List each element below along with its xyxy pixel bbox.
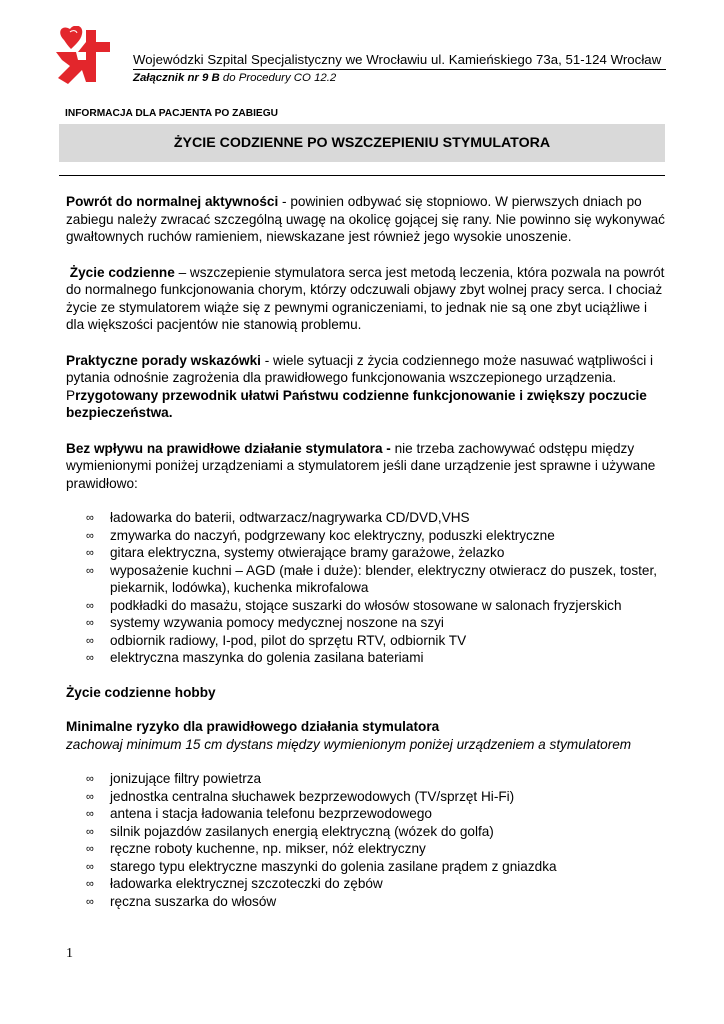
bullet-icon: ∞ — [86, 895, 94, 908]
list-item-text: jednostka centralna słuchawek bezprzewodowych (TV/sprzęt Hi-Fi) — [110, 788, 515, 804]
list-item — [86, 509, 666, 527]
list-item-text: ładowarka elektrycznej szczoteczki do zębów — [110, 876, 383, 891]
list-item-text: silnik pojazdów zasilanych energią elektryczną (wózek do golfa) — [110, 823, 494, 839]
list-item — [86, 632, 666, 650]
bullet-icon: ∞ — [86, 547, 94, 559]
bullet-icon: ∞ — [86, 529, 94, 542]
risk-heading — [66, 718, 666, 736]
section-text: nie trzeba zachowywać odstępu między wymienionymi poniżej urządzeniami a stymulatorem jeśli dane urządzenie jest sprawne i używane prawidłowo: — [66, 440, 656, 491]
risk-note — [66, 736, 666, 754]
bullet-icon: ∞ — [86, 773, 94, 785]
section-heading: Życie codzienne — [69, 264, 175, 280]
bullet-icon: ∞ — [86, 599, 94, 612]
section-return-activity — [66, 193, 666, 246]
list-item — [86, 893, 666, 911]
bullet-icon: ∞ — [86, 843, 94, 855]
section-daily-life — [66, 264, 666, 334]
list-item — [86, 527, 666, 545]
bullet-icon: ∞ — [86, 634, 94, 647]
list-item-text: wyposażenie kuchni – AGD (małe i duże): blender, elektryczny otwieracz do puszek, toster, piekarnik, lodówka), kuchenka mikrofalowa — [110, 562, 658, 595]
list-item — [86, 875, 666, 893]
list-item-text: gitara elektryczna, systemy otwierające bramy garażowe, żelazko — [110, 545, 505, 560]
list-item — [86, 805, 666, 823]
risk-note-text: zachowaj minimum 15 cm dystans między wymienionym poniżej urządzeniem a stymulatorem — [66, 736, 632, 752]
section-practical-tips — [66, 352, 666, 422]
section-no-influence — [66, 440, 666, 493]
hobby-heading — [66, 684, 666, 702]
list-item — [86, 858, 666, 876]
bullet-icon: ∞ — [86, 512, 94, 524]
section-emphasis: rzygotowany przewodnik ułatwi Państwu codzienne funkcjonowanie i zwiększy poczucie bezpieczeństwa. — [66, 387, 647, 420]
section-text: – wszczepienie stymulatora serca jest metodą leczenia, która pozwala na powrót do normalnego funkcjonowania chorym, którzy odczuwali objawy zbyt wolnej pracy serca. I chociaż życie ze stymulatorem wiąże się z pewnymi ograniczeniami, to jednak nie są one zbyt uciążliwe i dla większości pacjentów nie stanowią problemu. — [66, 264, 665, 332]
list-item-text: antena i stacja ładowania telefonu bezprzewodowego — [110, 806, 432, 821]
page-number: 1 — [66, 946, 73, 961]
list-item — [86, 544, 666, 562]
bullet-icon: ∞ — [86, 652, 94, 664]
bullet-icon: ∞ — [86, 808, 94, 820]
bullet-icon: ∞ — [86, 860, 94, 873]
bullet-icon: ∞ — [86, 790, 94, 803]
header-divider — [133, 69, 666, 70]
section-text: - powinien odbywać się stopniowo. W pierwszych dniach po zabiegu należy zwracać szczególną uwagę na okolicę gojącej się rany. Nie powinno się wykonywać gwałtownych ruchów ramieniem, niewskazane jest również jego wysokie unoszenie. — [66, 194, 665, 244]
bullet-icon: ∞ — [86, 825, 94, 838]
list-item-text: ręczna suszarka do włosów — [110, 893, 277, 909]
list-item — [86, 649, 666, 667]
hospital-address: Wojewódzki Szpital Specjalistyczny we Wrocławiu ul. Kamieńskiego 73a, 51-124 Wrocław — [133, 52, 662, 67]
attachment-number: Załącznik nr 9 B — [133, 72, 220, 84]
list-item-text: ładowarka do baterii, odtwarzacz/nagrywarka CD/DVD,VHS — [110, 510, 470, 525]
attachment-procedure: do Procedury CO 12.2 — [219, 72, 337, 84]
bullet-icon: ∞ — [86, 617, 94, 629]
list-item — [86, 823, 666, 841]
list-item-text: odbiornik radiowy, I-pod, pilot do sprzętu RTV, odbiornik TV — [110, 632, 467, 648]
list-item-text: zmywarka do naczyń, podgrzewany koc elektryczny, poduszki elektryczne — [110, 527, 555, 543]
hospital-logo — [56, 26, 112, 84]
list-item-text: podkładki do masażu, stojące suszarki do włosów stosowane w salonach fryzjerskich — [110, 597, 622, 613]
list-item-text: systemy wzywania pomocy medycznej noszone na szyi — [110, 615, 444, 630]
device-list-safe — [66, 509, 666, 667]
bullet-icon: ∞ — [86, 878, 94, 890]
section-heading: Życie codzienne hobby — [66, 684, 216, 700]
list-item-text: jonizujące filtry powietrza — [110, 771, 262, 786]
list-item — [86, 840, 666, 858]
section-heading: Powrót do normalnej aktywności — [66, 194, 279, 209]
section-heading: Minimalne ryzyko dla prawidłowego działania stymulatora — [66, 719, 440, 734]
list-item-text: elektryczna maszynka do golenia zasilana bateriami — [110, 650, 424, 665]
attachment-reference — [133, 72, 336, 84]
section-heading: Praktyczne porady wskazówki — [66, 352, 261, 368]
list-item — [86, 788, 666, 806]
list-item — [86, 614, 666, 632]
device-list-distance — [66, 770, 666, 910]
list-item — [86, 770, 666, 788]
page-title: ŻYCIE CODZIENNE PO WSZCZEPIENIU STYMULATORA — [59, 124, 665, 162]
section-heading: Bez wpływu na prawidłowe działanie stymulatora - — [66, 440, 391, 456]
list-item — [86, 597, 666, 615]
document-body — [66, 193, 666, 910]
info-label: INFORMACJA DLA PACJENTA PO ZABIEGU — [65, 108, 278, 119]
title-divider — [59, 175, 665, 176]
section-text: - wiele sytuacji z życia codziennego może nasuwać wątpliwości i pytania odnośnie zagrożenia dla prawidłowego funkcjonowania wszczepionego urządzenia. P — [66, 352, 654, 403]
bullet-icon: ∞ — [86, 564, 94, 577]
list-item-text: ręczne roboty kuchenne, np. mikser, nóż elektryczny — [110, 841, 426, 856]
list-item-text: starego typu elektryczne maszynki do golenia zasilane prądem z gniazdka — [110, 858, 557, 874]
list-item — [86, 562, 666, 597]
